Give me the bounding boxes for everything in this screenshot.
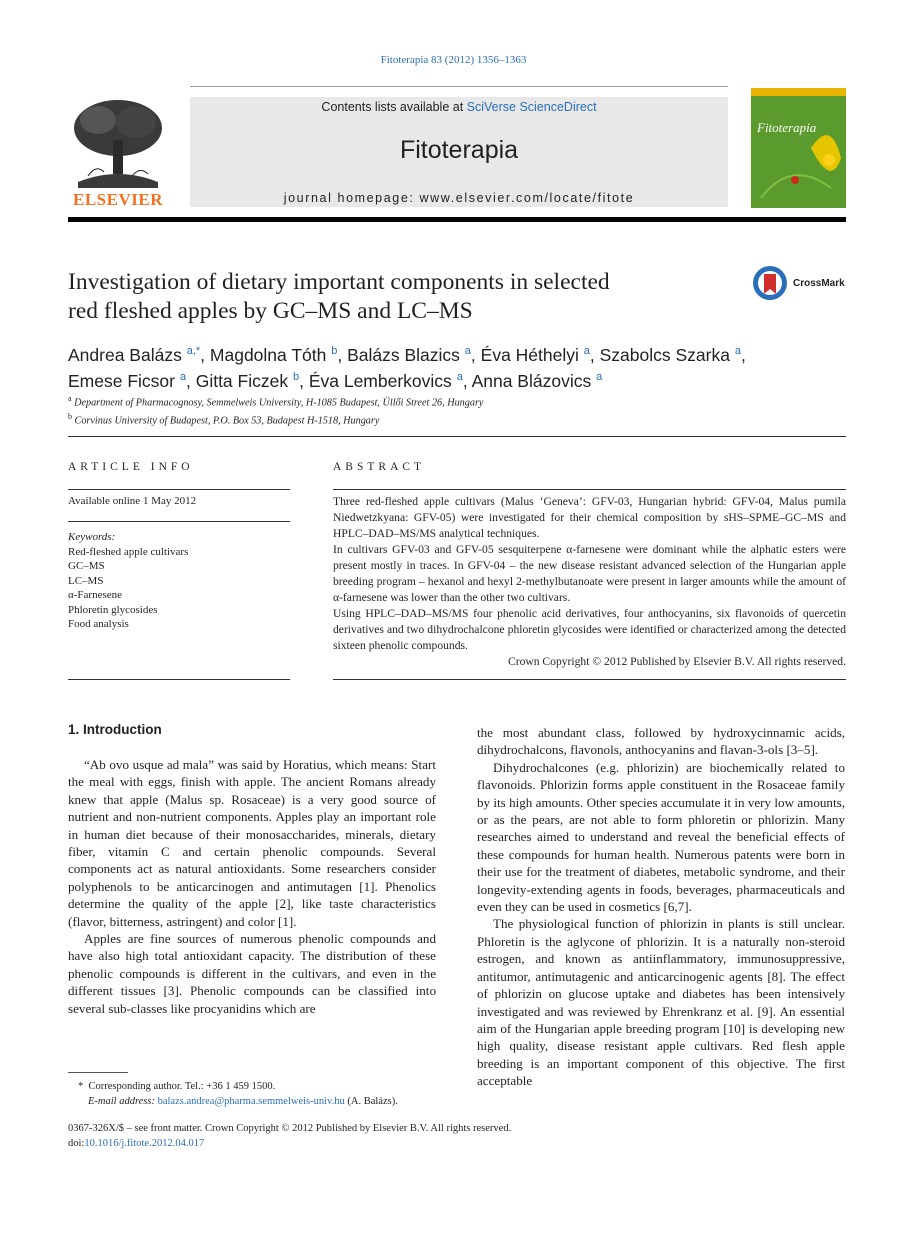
keywords-label: Keywords: xyxy=(68,531,116,543)
keyword: Red-fleshed apple cultivars xyxy=(68,545,189,558)
body-paragraph: The physiological function of phlorizin in plants is still unclear. Phloretin is the aglycone of phlorizin. It is a naturally non-steroid estrogen, and known as antiinflammatory, immunosuppressive, antitumor, antimutagenic and anticarcinogenic agents [8]. The effect of phlorizin on glucose uptake and diabetes has been intensively investigated and was reviewed by Ehrenkranz et al. [9]. An essential aim of the Hungarian apple breeding program [10] is developing new high quality, disease resistant apple cultivars. Red flesh apple breeding is an important component of this objective. The first acceptable xyxy=(477,916,845,1089)
available-online: Available online 1 May 2012 xyxy=(68,495,197,507)
body-paragraph: “Ab ovo usque ad mala” was said by Horatius, which means: Start the meal with eggs, finish with apple. The ancient Romans already knew that apple (Malus sp. Rosaceae) is a very good source of nutrient and non-nutrient components. Apples play an important role in human diet because of their monosaccharides, minerals, dietary fiber, vitamin C and certain phenolic compounds. Several components act as natural antioxidants. Some researchers consider polyphenols to be anticarcinogen and antimutagen [1]. Phenolics determine the quality of the apple [2], like taste characteristics (flavor, bitterness, astringent) and color [1]. xyxy=(68,757,436,929)
abstract-paragraph: In cultivars GFV-03 and GFV-05 sesquiterpene α-farnesene were dominant while the alphatic esters were present mostly in traces. In GFV-04 – the new disease resistant advanced selection of the Hungarian apple breeding program – hexanol and hexyl 2-methylbutanoate were present in larger amounts while the amount of α-farnesene was lower than the other two cultivars. xyxy=(333,543,846,604)
journal-homepage[interactable]: journal homepage: www.elsevier.com/locate/fitote xyxy=(283,191,635,205)
footnote-rule xyxy=(68,1072,128,1073)
abstract-copyright: Crown Copyright © 2012 Published by Elsevier B.V. All rights reserved. xyxy=(507,655,846,668)
divider xyxy=(68,489,290,490)
crossmark-icon xyxy=(752,265,788,301)
author[interactable]: Andrea Balázs $^{a,*}$ xyxy=(68,344,201,365)
sciencedirect-link[interactable]: SciVerse ScienceDirect xyxy=(466,100,597,114)
issn-line: 0367-326X/$ – see front matter. Crown Copyright © 2012 Published by Elsevier B.V. All rights reserved. xyxy=(68,1123,512,1134)
corresponding-author-note: * Corresponding author. Tel.: +36 1 459 1500. xyxy=(78,1081,276,1092)
title-line-1: Investigation of dietary important components in selected xyxy=(68,269,610,295)
divider xyxy=(68,679,290,680)
publisher-name: ELSEVIER xyxy=(73,190,163,209)
front-matter xyxy=(68,1121,668,1151)
journal-name: Fitoterapia xyxy=(399,136,519,164)
author-list: Andrea Balázs $^{a,*}$, Magdolna Tóth $^b$, Balázs Blazics $^a$, Éva Héthelyi $^a$, Szabolcs Szarka $^a$, Emese Ficsor $^a$, Gitta Ficzek $^b$, Éva Lemberkovics $^a$, Anna Blázovics $^a$ xyxy=(68,344,746,391)
divider xyxy=(333,489,846,490)
divider xyxy=(333,679,846,680)
affiliation: $^b$ Corvinus University of Budapest, P.O. Box 53, Budapest H-1518, Hungary xyxy=(68,412,380,427)
header-top-rule xyxy=(190,86,728,87)
title-line-2: red fleshed apples by GC–MS and LC–MS xyxy=(68,298,473,324)
author[interactable]: Anna Blázovics $^a$ xyxy=(471,370,603,391)
keywords-block xyxy=(68,530,188,632)
affiliations xyxy=(68,392,828,429)
crossmark-label: CrossMark xyxy=(793,278,845,289)
author[interactable]: Szabolcs Szarka $^a$ xyxy=(599,344,741,365)
body-column-right xyxy=(477,724,845,1090)
keyword: GC–MS xyxy=(68,560,105,572)
contents-line xyxy=(190,100,728,114)
article-title xyxy=(68,268,708,326)
author[interactable]: Gitta Ficzek $^b$ xyxy=(195,370,300,391)
author[interactable]: Éva Héthelyi $^a$ xyxy=(480,344,590,365)
doi-line: doi:10.1016/j.fitote.2012.04.017 xyxy=(68,1138,205,1149)
article-info-heading: ARTICLE INFO xyxy=(68,461,194,473)
journal-citation[interactable]: Fitoterapia 83 (2012) 1356–1363 xyxy=(380,54,527,66)
divider xyxy=(68,436,846,437)
footnote xyxy=(68,1079,448,1109)
email-link[interactable]: balazs.andrea@pharma.semmelweis-univ.hu xyxy=(157,1096,345,1107)
cover-title: Fitoterapia xyxy=(757,120,817,135)
body-paragraph: Apples are fine sources of numerous phenolic compounds and have also high total antioxidant capacity. The distribution of these phenolic compounds is different in the cultivars, and even in the different tissues [3]. Phenolic compounds can be classified into several sub-classes like procyanidins which are xyxy=(68,931,436,1016)
body-paragraph: the most abundant class, followed by hydroxycinnamic acids, dihydrochalcons, flavonols, anthocyanins and flavan-3-ols [3–5]. xyxy=(477,725,845,758)
author[interactable]: Emese Ficsor $^a$ xyxy=(68,370,186,391)
journal-cover-image xyxy=(751,88,846,208)
elsevier-logo xyxy=(68,96,168,208)
abstract-body xyxy=(333,494,846,670)
abstract-heading: ABSTRACT xyxy=(333,461,426,473)
keyword: Food analysis xyxy=(68,618,129,630)
abstract-paragraph: Three red-fleshed apple cultivars (Malus ‘Geneva’: GFV-03, Hungarian hybrid: GFV-04, Malus pumila Niedwetzkyana: GFV-05) were investigated for their chemical composition by sHS–SPME–GC–MS and HPLC–DAD–MS/MS analytical techniques. xyxy=(333,495,846,540)
keyword: LC–MS xyxy=(68,574,104,587)
author[interactable]: Magdolna Tóth $^b$ xyxy=(209,344,338,365)
keyword: α-Farnesene xyxy=(68,589,123,601)
affiliation: $^a$ Department of Pharmacognosy, Semmelweis University, H-1085 Budapest, Üllői Street 26, Hungary xyxy=(68,394,484,409)
contents-prefix: Contents lists available at xyxy=(321,100,467,114)
doi-link[interactable]: 10.1016/j.fitote.2012.04.017 xyxy=(84,1138,205,1149)
body-column-left xyxy=(68,756,436,1017)
section-heading-introduction: 1. Introduction xyxy=(68,722,162,737)
header-thick-rule xyxy=(68,217,846,222)
author[interactable]: Éva Lemberkovics $^a$ xyxy=(308,370,463,391)
crossmark-button[interactable] xyxy=(752,265,852,301)
abstract-paragraph: Using HPLC–DAD–MS/MS four phenolic acid derivatives, four anthocyanins, six flavonoids of quercetin derivatives and two dihydrochalcone phloretin glycosides were identified or characterized among the detected sixteen phenolic compounds. xyxy=(333,607,846,652)
body-paragraph: Dihydrochalcones (e.g. phlorizin) are biochemically related to flavonoids. Phlorizin forms apple constituent in the Rosaceae family by its high amounts. Other species accumulate it in very low amounts, or as the pears, are not able to form phloretin or phlorizin. Many researches aimed to understand and reveal the beneficial effects of these compounds for human health. Numerous patents were born in their use for the treatment of diabetes, metabolic syndrome, and their longevity-extending agents in foods, beverages, pharmaceuticals and even they can be used in cosmetics [6,7]. xyxy=(477,759,845,915)
email-note: E-mail address: balazs.andrea@pharma.semmelweis-univ.hu (A. Balázs). xyxy=(88,1096,398,1107)
divider xyxy=(68,521,290,522)
author[interactable]: Balázs Blazics $^a$ xyxy=(347,344,471,365)
keyword: Phloretin glycosides xyxy=(68,603,158,616)
